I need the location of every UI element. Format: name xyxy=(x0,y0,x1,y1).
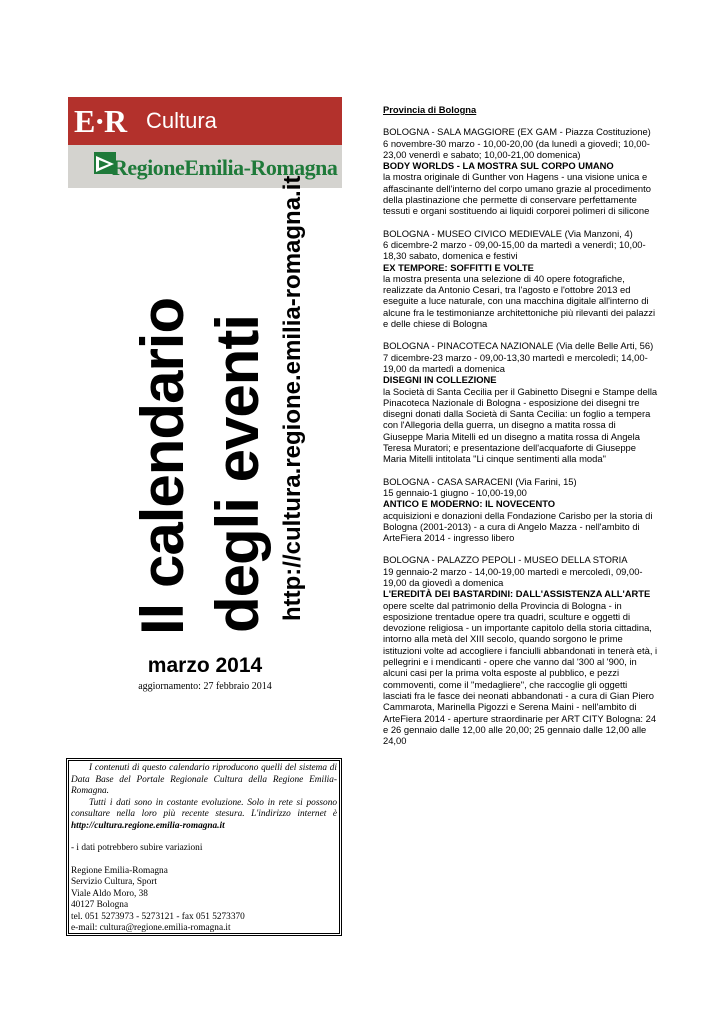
event-description: opere scelte dal patrimonio della Provincia di Bologna - in esposizione trentadue opere tra quadri, sculture e oggetti di devozione religiosa - un importante capitolo della storia cittadina, intorno alla metà del XIII secolo, quando sorgono le prime istituzioni volte ad accogliere i fanciulli abbandonati in tenerà età, i pellegrini e i mendicanti - opere che vanno dal '300 al '900, in alcuni casi per la prima volta esposte al pubblico, e pezzi commoventi, come il "medagliere", che raccoglie gli oggetti lasciati fra le fasce dei neonati abbandonati - a cura di Gian Piero Cammarota, Marinella Pigozzi e Serena Maini - nell'ambito di ArteFiera 2014 - aperture straordinarie per ART CITY Bologna: 24 e 26 gennaio dalle 12,00 alle 20,00; 25 gennaio dalle 12,00 alle 24,00 xyxy=(383,599,658,747)
event-venue: BOLOGNA - MUSEO CIVICO MEDIEVALE (Via Manzoni, 4) xyxy=(383,227,633,239)
event-item xyxy=(383,126,658,216)
event-item xyxy=(383,554,658,746)
info-para-2 xyxy=(71,798,337,833)
event-description: acquisizioni e donazioni della Fondazione Carisbo per la storia di Bologna (2001-2013) - a cura di Angelo Mazza - nell'ambito di ArteFiera 2014 - ingresso libero xyxy=(383,509,653,544)
contact-phone: tel. 051 5273973 - 5273121 - fax 051 5273370 xyxy=(71,911,245,922)
address-line: 40127 Bologna xyxy=(71,900,129,910)
info-disclaimer xyxy=(71,763,337,832)
event-item xyxy=(383,228,658,330)
event-dates: 7 dicembre-23 marzo - 09,00-13,30 martedì e mercoledì; 14,00-19,00 da martedì a domenica xyxy=(383,351,648,374)
title-url: http://cultura.regione.emilia-romagna.it xyxy=(279,175,306,621)
event-title: BODY WORLDS - LA MOSTRA SUL CORPO UMANO xyxy=(383,160,614,172)
address-line: Regione Emilia-Romagna xyxy=(71,865,168,876)
event-dates: 15 gennaio-1 giugno - 10,00-19,00 xyxy=(383,486,527,498)
event-description: la mostra originale di Gunther von Hagens - una visione unica e affascinante dell'interno del corpo umano grazie al procedimento della plastinazione che permette di conservare perfettamente tessuti e organi sostituendo ai liquidi corporei polimeri di silicone xyxy=(383,171,651,217)
month-heading: marzo 2014 xyxy=(147,654,263,677)
province-heading: Provincia di Bologna xyxy=(383,104,477,115)
contact-email[interactable]: e-mail: cultura@regione.emilia-romagna.it xyxy=(71,923,231,933)
address-line: Viale Aldo Moro, 38 xyxy=(71,888,148,899)
info-para-2-text: Tutti i dati sono in costante evoluzione. Solo in rete si possono consultare nella loro più recente stesura. L'indirizzo internet è xyxy=(71,797,337,819)
event-description: la Società di Santa Cecilia per il Gabinetto Disegni e Stampe della Pinacoteca Nazionale di Bologna - esposizione dei disegni tre disegni donati dalla Società di Santa Cecilia: un foglio a tempera con l'Allegoria della guerra, un disegno a matita rossa di Giuseppe Maria Mitelli ed un disegno a matita rossa di Angela Teresa Muratori; e presentazione dell'acquaforte di Giuseppe Maria Mitelli intitolata "Li cinque sentimenti alla moda" xyxy=(383,385,658,465)
event-venue: BOLOGNA - PALAZZO PEPOLI - MUSEO DELLA STORIA xyxy=(383,554,628,566)
info-box xyxy=(66,758,342,936)
event-venue: BOLOGNA - SALA MAGGIORE (EX GAM - Piazza Costituzione) xyxy=(383,126,651,138)
event-title: L'EREDITÀ DEI BASTARDINI: DALL'ASSISTENZA ALL'ARTE xyxy=(383,588,651,600)
title-line-2: degli eventi xyxy=(204,314,271,633)
update-date: aggiornamento: 27 febbraio 2014 xyxy=(138,681,272,692)
event-venue: BOLOGNA - PINACOTECA NAZIONALE (Via delle Belle Arti, 56) xyxy=(383,340,654,352)
logo-red-band xyxy=(68,97,342,145)
event-title: ANTICO E MODERNO: IL NOVECENTO xyxy=(383,498,556,510)
address-line: Servizio Cultura, Sport xyxy=(71,877,157,887)
logo-region-name: RegioneEmilia-Romagna xyxy=(112,155,338,180)
event-dates: 19 gennaio-2 marzo - 14,00-19,00 martedì e mercoledì, 09,00-19,00 da giovedì a domenica xyxy=(383,565,643,588)
event-dates: 6 dicembre-2 marzo - 09,00-15,00 da martedì a venerdì; 10,00-18,30 sabato, domenica e festivi xyxy=(383,238,646,262)
logo-er-mark: E·R xyxy=(74,103,127,139)
event-title: DISEGNI IN COLLEZIONE xyxy=(383,374,497,386)
logo-cultura-text: Cultura xyxy=(146,108,217,133)
er-cultura-logo xyxy=(68,97,342,188)
info-para-1: I contenuti di questo calendario riproducono quelli del sistema di Data Base del Portale Regionale Cultura della Regione Emilia-Romagna. xyxy=(71,763,337,796)
event-dates: 6 novembre-30 marzo - 10,00-20,00 (da lunedì a giovedì; 10,00-23,00 venerdì e sabato; 10,00-21,00 domenica) xyxy=(383,137,650,160)
events-column xyxy=(383,104,658,757)
event-item xyxy=(383,340,658,464)
event-item xyxy=(383,476,658,544)
info-url-link[interactable]: http://cultura.regione.emilia-romagna.it xyxy=(71,820,225,831)
event-venue: BOLOGNA - CASA SARACENI (Via Farini, 15) xyxy=(383,475,577,487)
title-line-1: Il calendario xyxy=(129,297,196,635)
event-title: EX TEMPORE: SOFFITTI E VOLTE xyxy=(383,261,534,273)
info-note: - i dati potrebbero subire variazioni xyxy=(71,843,203,853)
event-description: la mostra presenta una selezione di 40 opere fotografiche, realizzate da Antonio Cesari, tra l'agosto e l'ottobre 2013 ed eseguite a luce naturale, con una macchina digitale all'interno di alcune fra le testimonianze architettoniche più rilevanti dei palazzi e delle chiese di Bologna xyxy=(383,272,656,330)
